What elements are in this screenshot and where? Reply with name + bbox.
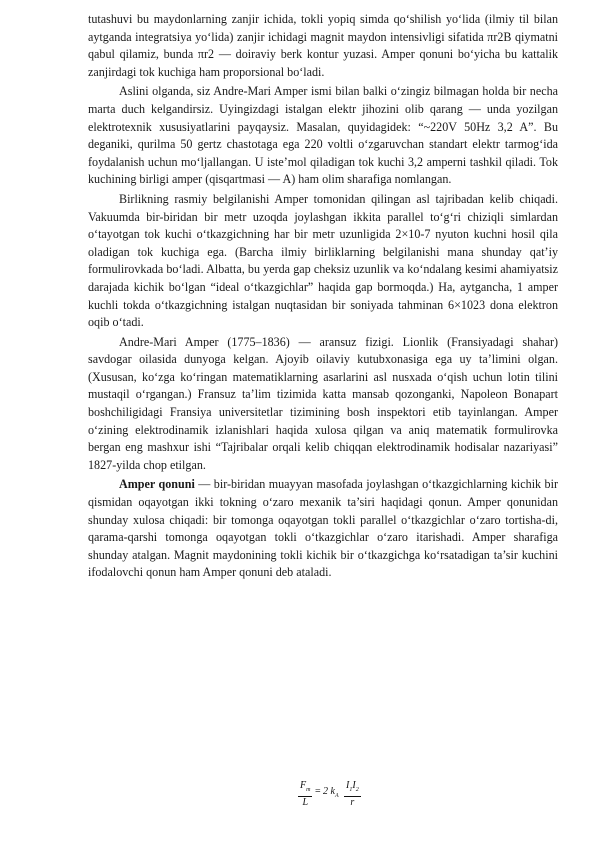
paragraph-text: Andre-Mari Amper (1775–1836) — aransuz fizigi. Lionlik (Fransiyadagi shahar) savdogar oilasida dunyoga kelgan. Ajoyib oilaviy kutubxonasiga ega uy ta’limini olgan. (Xususan, ko‘zga ko‘ringan matematiklarning asarlarini asl nusxada o‘qish uchun lotin tilini mustaqil o‘rgangan.) Fransuz ta’lim tizimida katta mansab qozonganki, Napoleon Bonapart boshchiligidagi Fransiya universitetlar tizimining bosh inspektori etib tayinlangan. Amper o‘zining elektrodinamik izlanishlari haqida xulosa qilgan va aniq matematik formulirovka bergan eng mashxur ishi “Tajribalar orqali kelib chiqqan elektrodinamik hodisalar nazariyasi” 1827-yilda chop etilgan.	[88, 334, 558, 472]
amper-law-formula	[298, 780, 378, 820]
formula-symbol-i2: I	[352, 780, 356, 791]
term-amper-qonuni: Amper qonuni	[119, 477, 195, 492]
formula-subscript-m: m	[306, 787, 311, 793]
formula-rhs-fraction	[344, 780, 361, 809]
formula-subscript-1: 1	[349, 787, 353, 793]
paragraph-text: Aslini olganda, siz Andre-Mari Amper ismi bilan balki o‘zingiz bilmagan holda bir necha marta duch kelgandirsiz. Uyingizdagi istalgan elektr jihozini olib qarang — unda yozilgan elektrotexnik xususiyatlarini payqaysiz. Masalan, quyidagidek: “~220V 50Hz 3,2 A”. Bu deganiki, qurilma 50 gertz chastotaga ega 220 voltli o‘zgaruvchan standart elektr tarmog‘ida foydalanish uchun mo‘ljallangan. U iste’mol qiladigan tok kuchi 3,2 amperni tashkil qiladi. Tok kuchining birligi amper (qisqartmasi — A) ham olim sharafiga nomlangan.	[88, 84, 558, 187]
formula-coefficient	[323, 786, 339, 799]
formula-lhs-denominator: L	[302, 797, 308, 808]
paragraph-2	[88, 191, 558, 332]
paragraph-text: — bir-biridan muayyan masofada joylashgan o‘tkazgichlarning kichik bir qismidan oqayotgan ikki tokning o‘zaro mexanik ta’siri haqidagi qonun. Amper qonunidan shunday xulosa chiqadi: bir tomonga oqayotgan tokli parallel o‘tkazgichlar o‘zaro tortisha-di, qarama-qarshi tomonga oqayotgan tokli o‘tkazgichlar o‘zaro itarishadi. Amper sharafiga shunday atalgan. Magnit maydonining tokli kichik bir o‘tkazgichga ko‘rsatadigan ta’sir kuchini ifodalovchi qonun ham Amper qonuni deb ataladi.	[88, 477, 558, 580]
paragraph-3	[88, 334, 558, 475]
paragraph-1	[88, 83, 558, 189]
formula-subscript-2: 2	[355, 787, 359, 793]
paragraph-4	[88, 476, 558, 582]
paragraph-text: tutashuvi bu maydonlarning zanjir ichida, tokli yopiq simda qo‘shilish yo‘lida (ilmiy til bilan aytganda integratsiya yo‘lida) zanjir ichidagi magnit maydon intensivligi sifatida πr2B qiymatni qabul qilamiz, bunda πr2 — doiraviy berk kontur yuzasi. Amper qonuni bo‘yicha bu kattalik zanjirdagi tok kuchiga ham proporsional bo‘ladi.	[88, 12, 558, 79]
formula-symbol-f: F	[300, 780, 307, 791]
formula-lhs-fraction	[298, 780, 312, 809]
formula-coef-text: 2 k	[323, 786, 335, 797]
paragraph-text: Birlikning rasmiy belgilanishi Amper tomonidan qilingan asl tajribadan kelib chiqadi. Vakuumda bir-biridan bir metr uzoqda joylashgan ikkita parallel to‘g‘ri chiziqli simlardan o‘tayotgan tok kuchi o‘tkazgichning har bir metr uzunligida 2×10-7 nyuton kuchni hosil qila oladigan tok kuchiga ega. (Barcha ilmiy birliklarning belgilanishi mana shunday qat’iy formulirovkada bo‘ladi. Albatta, bu yerda gap cheksiz uzunlik va ko‘ndalang kesimi ahamiyatsiz darajada kichik bo‘lgan “ideal o‘tkazgichlar” haqida gap bormoqda.) Ha, aytgancha, 1 amper kuchli tokda o‘tkazgichning istalgan nuqtasidan bir soniyada tahminan 6×1023 dona elektron oqib o‘tadi.	[88, 191, 558, 330]
formula-lhs-numerator	[298, 780, 312, 797]
formula-rhs-numerator	[344, 780, 361, 797]
formula-subscript-a: A	[334, 793, 339, 799]
document-body	[88, 11, 558, 584]
formula-equals: =	[315, 786, 321, 797]
paragraph-0	[88, 11, 558, 81]
formula-rhs-denominator: r	[350, 797, 355, 808]
formula-symbol-i1: I	[346, 780, 350, 791]
